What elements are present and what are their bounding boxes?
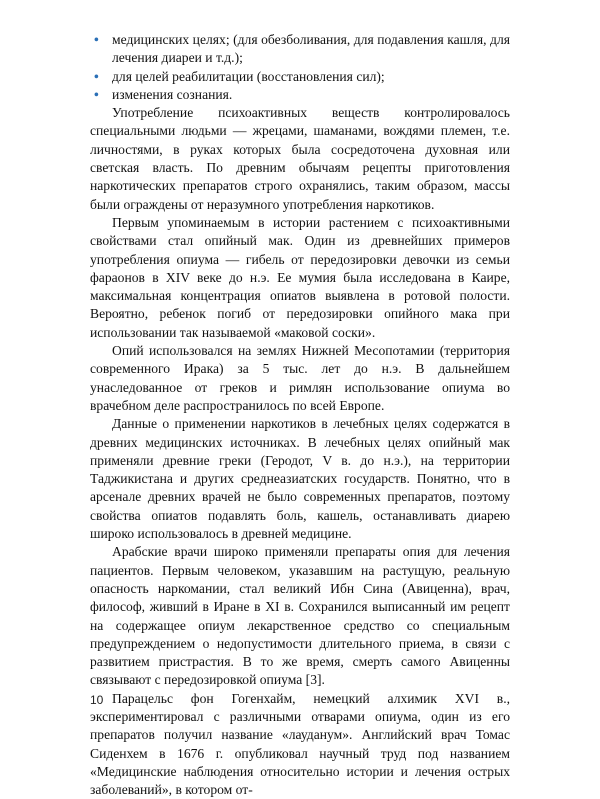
bullet-list [90, 31, 510, 104]
paragraph: Опий использовался на землях Нижней Месопотамии (территория современного Ирака) за 5 тыс. лет до н.э. В дальнейшем унаследованное от греков и римлян использование опиума во врачебном деле распространилось по всей Европе. [90, 343, 510, 413]
bullet-marker-icon: • [94, 32, 99, 47]
bullet-item [90, 31, 510, 68]
page-number: 10 [90, 693, 104, 707]
paragraph: Употребление психоактивных веществ контролировалось специальными людьми — жрецами, шаманами, вождями племен, т.е. личностями, в руках которых была сосредоточена духовная или светская власть. По древним обычаям рецепты приготовления наркотических препаратов строго охранялись, таким образом, массы были ограждены от неразумного употребления наркотиков. [90, 105, 510, 212]
paragraph: Арабские врачи широко применяли препараты опия для лечения пациентов. Первым человеком, указавшим на растущую, реальную опасность наркомании, стал великий Ибн Сина (Авиценна), врач, философ, живший в Иране в XI в. Сохранился выписанный им рецепт на содержащее опиум лекарственное средство со специальным предупреждением о недопустимости длительного приема, в связи с развитием пристрастия. В то же время, смерть самого Авиценны связывают с передозировкой опиума [3]. [90, 544, 510, 688]
bullet-item [90, 68, 510, 86]
bullet-text: для целей реабилитации (восстановления сил); [112, 68, 385, 84]
body-text [90, 31, 510, 799]
bullet-text: изменения сознания. [112, 86, 233, 102]
bullet-marker-icon: • [94, 86, 99, 102]
bullet-item [90, 86, 510, 104]
paragraph: Данные о применении наркотиков в лечебных целях содержатся в древних медицинских источниках. В лечебных целях опийный мак применяли древние греки (Геродот, V в. до н.э.), на территории Таджикистана и других среднеазиатских государств. Понятно, что в арсенале древних врачей не было современных препаратов, поэтому свойства опиатов подавлять боль, кашель, останавливать диарею широко использовалось в древней медицине. [90, 416, 510, 542]
bullet-marker-icon: • [94, 68, 99, 84]
paragraph: Парацельс фон Гогенхайм, немецкий алхимик XVI в., экспериментировал с различными отварами опиума, один из его препаратов получил название «лауданум». Английский врач Томас Сиденхем в 1676 г. опубликовал научный труд под названием «Медицинские наблюдения относительно истории и лечения острых заболеваний», в котором от- [90, 690, 510, 798]
bullet-text: медицинских целях; (для обезболивания, для подавления кашля, для лечения диареи и т.д.); [112, 32, 510, 66]
paragraph: Первым упоминаемым в истории растением с психоактивными свойствами стал опийный мак. Один из древнейших примеров употребления опиума — гибель от передозировки девочки из семьи фараонов в XIV веке до н.э. Ее мумия была исследована в Каире, максимальная концентрация опиатов выявлена в ротовой полости. Вероятно, ребенок погиб от передозировки опийного мака при использовании так называемой «маковой соски». [90, 214, 510, 340]
